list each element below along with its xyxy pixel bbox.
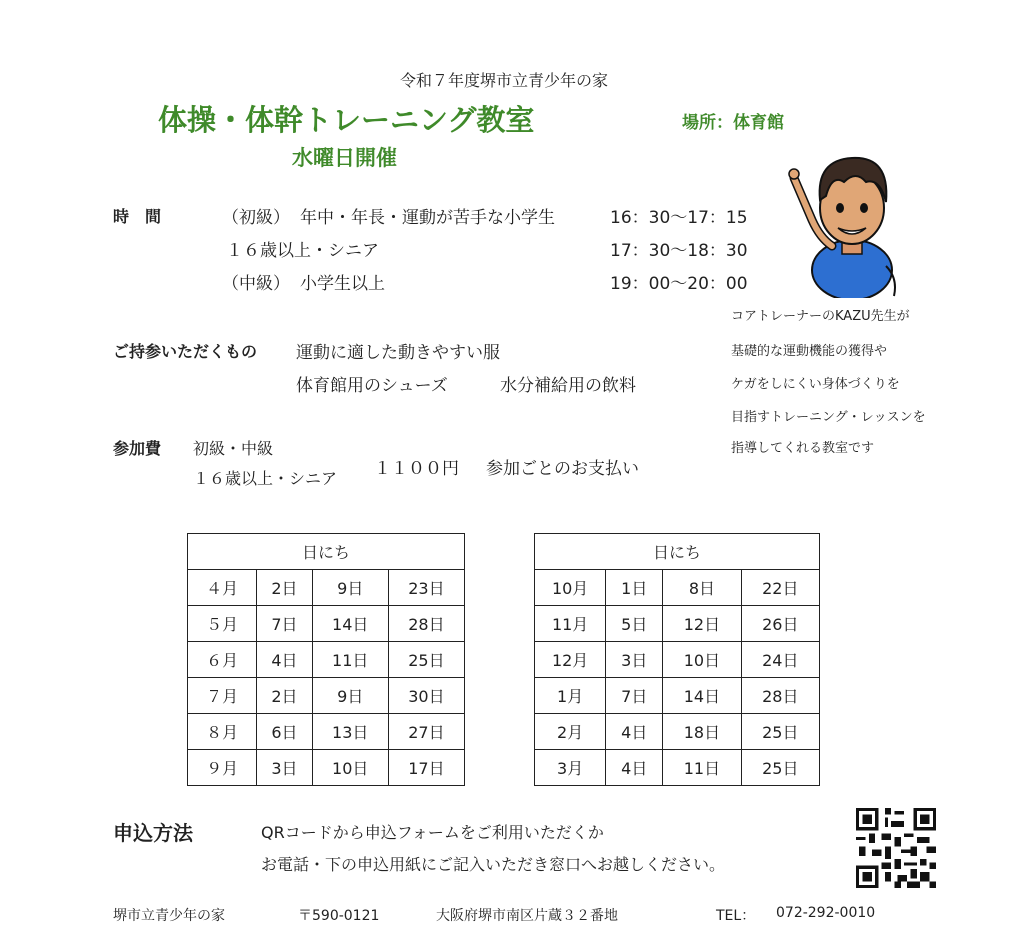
footer-tel-label: TEL： bbox=[716, 908, 756, 924]
time-row-1-level: （初級） bbox=[222, 208, 290, 228]
table-row bbox=[188, 570, 465, 606]
date-cell: 7日 bbox=[606, 678, 663, 714]
fee-note: 参加ごとのお支払い bbox=[486, 459, 639, 479]
trainer-line-5: 指導してくれる教室です bbox=[731, 441, 875, 456]
footer-tel[interactable]: 072-292-0010 bbox=[776, 905, 876, 921]
page-title: 体操・体幹トレーニング教室 bbox=[158, 103, 535, 137]
trainer-line-4: 目指すトレーニング・レッスンを bbox=[731, 410, 926, 425]
month-cell: 2月 bbox=[535, 714, 606, 750]
table-row bbox=[535, 570, 820, 606]
date-cell: 4日 bbox=[257, 642, 312, 678]
date-cell: 22日 bbox=[741, 570, 819, 606]
schedule-header: 日にち bbox=[535, 534, 820, 570]
date-cell: 7日 bbox=[257, 606, 312, 642]
date-cell: 9日 bbox=[312, 570, 388, 606]
date-cell: 4日 bbox=[606, 750, 663, 786]
day-subtitle: 水曜日開催 bbox=[292, 146, 397, 170]
date-cell: 25日 bbox=[741, 714, 819, 750]
date-cell: 13日 bbox=[312, 714, 388, 750]
schedule-header: 日にち bbox=[188, 534, 465, 570]
date-cell: 1日 bbox=[606, 570, 663, 606]
location-label: 場所：体育館 bbox=[682, 113, 784, 133]
table-row bbox=[188, 642, 465, 678]
date-cell: 8日 bbox=[663, 570, 741, 606]
time-row-3-level: （中級） bbox=[222, 274, 290, 294]
table-row bbox=[535, 714, 820, 750]
time-row-3-who: 小学生以上 bbox=[300, 274, 385, 294]
date-cell: 24日 bbox=[741, 642, 819, 678]
bring-item-clothes: 運動に適した動きやすい服 bbox=[296, 343, 500, 363]
bring-item-drink: 水分補給用の飲料 bbox=[500, 376, 636, 396]
month-cell: ９月 bbox=[188, 750, 257, 786]
month-cell: ８月 bbox=[188, 714, 257, 750]
date-cell: 2日 bbox=[257, 570, 312, 606]
footer-address: 大阪府堺市南区片蔵３２番地 bbox=[436, 908, 618, 924]
month-cell: 12月 bbox=[535, 642, 606, 678]
apply-label: 申込方法 bbox=[113, 821, 193, 845]
date-cell: 14日 bbox=[312, 606, 388, 642]
apply-line-2: お電話・下の申込用紙にご記入いただき窓口へお越しください。 bbox=[261, 855, 726, 874]
fee-group-2: １６歳以上・シニア bbox=[193, 469, 338, 488]
date-cell: 14日 bbox=[663, 678, 741, 714]
time-row-3-time: 19：00～20：00 bbox=[610, 274, 748, 294]
apply-line-1: QRコードから申込フォームをご利用いただくか bbox=[261, 823, 604, 842]
month-cell: ６月 bbox=[188, 642, 257, 678]
date-cell: 9日 bbox=[312, 678, 388, 714]
table-row bbox=[535, 678, 820, 714]
date-cell: 4日 bbox=[606, 714, 663, 750]
time-label: 時 間 bbox=[113, 207, 162, 226]
month-cell: ７月 bbox=[188, 678, 257, 714]
table-row bbox=[188, 750, 465, 786]
schedule-table-right bbox=[534, 533, 820, 786]
date-cell: 28日 bbox=[741, 678, 819, 714]
trainer-line-1: コアトレーナーのKAZU先生が bbox=[731, 309, 910, 324]
date-cell: 25日 bbox=[388, 642, 464, 678]
month-cell: 11月 bbox=[535, 606, 606, 642]
date-cell: 25日 bbox=[741, 750, 819, 786]
trainer-line-3: ケガをしにくい身体づくりを bbox=[731, 377, 900, 392]
date-cell: 26日 bbox=[741, 606, 819, 642]
footer-zip: 〒590-0121 bbox=[298, 908, 380, 924]
date-cell: 17日 bbox=[388, 750, 464, 786]
month-cell: 10月 bbox=[535, 570, 606, 606]
date-cell: 11日 bbox=[663, 750, 741, 786]
qr-code-icon[interactable] bbox=[856, 808, 936, 888]
month-cell: 3月 bbox=[535, 750, 606, 786]
month-cell: 1月 bbox=[535, 678, 606, 714]
table-row bbox=[188, 714, 465, 750]
time-row-2-who: １６歳以上・シニア bbox=[226, 241, 379, 261]
table-row bbox=[535, 642, 820, 678]
date-cell: 30日 bbox=[388, 678, 464, 714]
table-row bbox=[188, 678, 465, 714]
fee-group-1: 初級・中級 bbox=[193, 439, 274, 458]
date-cell: 23日 bbox=[388, 570, 464, 606]
time-row-1-who: 年中・年長・運動が苦手な小学生 bbox=[300, 208, 555, 228]
date-cell: 3日 bbox=[606, 642, 663, 678]
table-row bbox=[188, 606, 465, 642]
date-cell: 27日 bbox=[388, 714, 464, 750]
date-cell: 18日 bbox=[663, 714, 741, 750]
date-cell: 3日 bbox=[257, 750, 312, 786]
date-cell: 6日 bbox=[257, 714, 312, 750]
fee-amount: １１００円 bbox=[374, 459, 459, 479]
trainer-illustration bbox=[786, 148, 906, 298]
month-cell: ５月 bbox=[188, 606, 257, 642]
month-cell: ４月 bbox=[188, 570, 257, 606]
date-cell: 28日 bbox=[388, 606, 464, 642]
bring-label: ご持参いただくもの bbox=[113, 342, 258, 361]
schedule-table-left bbox=[187, 533, 465, 786]
date-cell: 10日 bbox=[663, 642, 741, 678]
time-row-1-time: 16：30～17：15 bbox=[610, 208, 748, 228]
date-cell: 2日 bbox=[257, 678, 312, 714]
date-cell: 12日 bbox=[663, 606, 741, 642]
bring-item-shoes: 体育館用のシューズ bbox=[296, 376, 448, 396]
date-cell: 5日 bbox=[606, 606, 663, 642]
trainer-line-2: 基礎的な運動機能の獲得や bbox=[731, 344, 888, 359]
time-row-2-time: 17：30～18：30 bbox=[610, 241, 748, 261]
date-cell: 11日 bbox=[312, 642, 388, 678]
org-year-title: 令和７年度堺市立青少年の家 bbox=[400, 71, 609, 90]
table-row bbox=[535, 750, 820, 786]
table-row bbox=[535, 606, 820, 642]
fee-label: 参加費 bbox=[113, 439, 162, 458]
footer-org: 堺市立青少年の家 bbox=[113, 908, 225, 924]
date-cell: 10日 bbox=[312, 750, 388, 786]
